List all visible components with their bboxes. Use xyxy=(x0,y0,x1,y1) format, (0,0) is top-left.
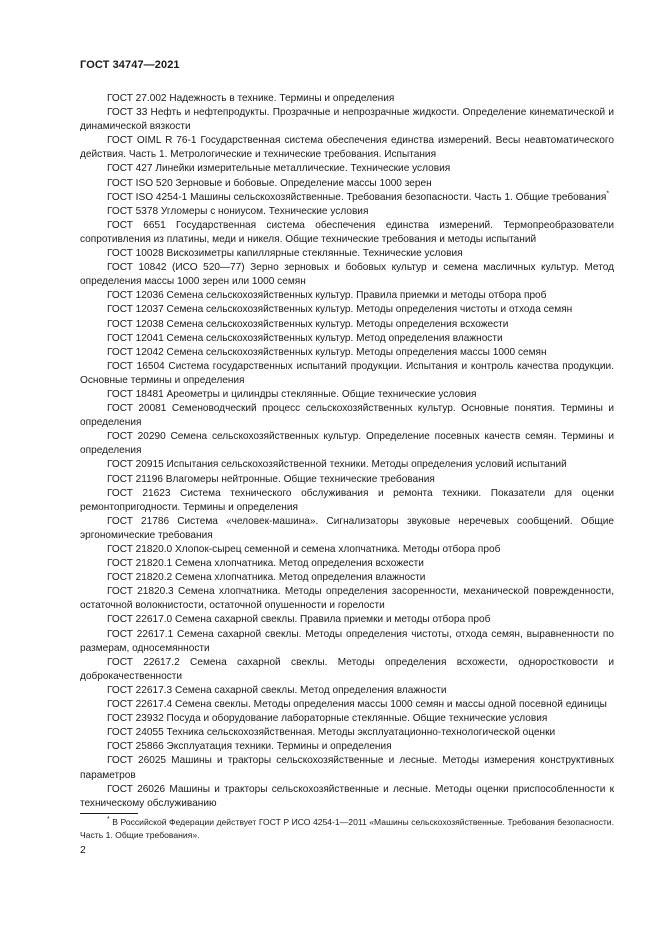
reference-entry: ГОСТ 427 Линейки измерительные металлические. Технические условия xyxy=(107,163,451,175)
document-header: ГОСТ 34747—2021 xyxy=(80,59,180,71)
reference-entry: ГОСТ 21623 Система технического обслуживания и ремонта техники. Показатели для оценки ремонтопригодности. Термины и определения xyxy=(80,487,614,513)
reference-entry: ГОСТ 25866 Эксплуатация техники. Термины и определения xyxy=(107,741,392,753)
reference-entry: ГОСТ 26026 Машины и тракторы сельскохозяйственные и лесные. Методы оценки приспособленности к техническому обслуживанию xyxy=(80,783,614,809)
reference-entry: ГОСТ 20290 Семена сельскохозяйственных культур. Определение посевных качеств семян. Термины и определения xyxy=(80,431,614,457)
reference-entry: ГОСТ 12038 Семена сельскохозяйственных культур. Методы определения всхожести xyxy=(107,318,509,330)
reference-entry: ГОСТ 5378 Угломеры с нониусом. Технические условия xyxy=(107,205,369,217)
reference-entry: ГОСТ 12037 Семена сельскохозяйственных культур. Методы определения чистоты и отхода семян xyxy=(107,304,573,316)
reference-entry: ГОСТ 10842 (ИСО 520—77) Зерно зерновых и бобовых культур и семена масличных культур. Метод определения массы 1000 зерен или 1000 семян xyxy=(80,262,614,288)
reference-entry: ГОСТ 24055 Техника сельскохозяйственная. Методы эксплуатационно-технологической оценки xyxy=(107,727,556,739)
reference-entry: ГОСТ 21820.2 Семена хлопчатника. Метод определения влажности xyxy=(107,572,426,584)
reference-entry: ГОСТ 23932 Посуда и оборудование лабораторные стеклянные. Общие технические условия xyxy=(107,713,548,725)
reference-entry: ГОСТ 16504 Система государственных испытаний продукции. Испытания и контроль качества продукции. Основные термины и определения xyxy=(80,360,614,386)
reference-entry: ГОСТ 22617.1 Семена сахарной свеклы. Методы определения чистоты, отхода семян, выравненности по размерам, односемянности xyxy=(80,628,614,654)
footnote-text: В Российской Федерации действует ГОСТ Р ИСО 4254-1—2011 «Машины сельскохозяйственные. Требования безопасности. Часть 1. Общие требования». xyxy=(80,817,614,840)
reference-entry: ГОСТ 12036 Семена сельскохозяйственных культур. Правила приемки и методы отбора проб xyxy=(107,290,547,302)
reference-entry: ГОСТ 27.002 Надежность в технике. Термины и определения xyxy=(107,93,395,104)
page-number: 2 xyxy=(80,844,86,856)
reference-entry: ГОСТ 33 Нефть и нефтепродукты. Прозрачные и непрозрачные жидкости. Определение кинематической и динамической вязкости xyxy=(80,107,614,133)
reference-entry: ГОСТ 26025 Машины и тракторы сельскохозяйственные и лесные. Методы измерения конструктивных параметров xyxy=(80,755,614,781)
normative-references-list xyxy=(80,92,614,811)
reference-entry: ГОСТ 20081 Семеноводческий процесс сельскохозяйственных культур. Основные понятия. Термины и определения xyxy=(80,403,614,429)
footnote-marker: * xyxy=(107,816,110,824)
reference-entry: ГОСТ 18481 Ареометры и цилиндры стеклянные. Общие технические условия xyxy=(107,388,477,400)
footnote-marker: * xyxy=(606,190,610,198)
reference-entry: ГОСТ 21820.1 Семена хлопчатника. Метод определения всхожести xyxy=(107,558,424,570)
reference-entry: ГОСТ 21786 Система «человек-машина». Сигнализаторы звуковые неречевых сообщений. Общие эргономические требования xyxy=(80,515,614,541)
reference-entry: ГОСТ OIML R 76-1 Государственная система обеспечения единства измерений. Весы неавтоматического действия. Часть 1. Метрологические и технические требования. Испытания xyxy=(80,135,614,161)
reference-entry: ГОСТ 22617.2 Семена сахарной свеклы. Методы определения всхожести, одноростковости и доброкачественности xyxy=(80,656,614,682)
reference-entry: ГОСТ ISO 4254-1 Машины сельскохозяйственные. Требования безопасности. Часть 1. Общие требования* xyxy=(107,190,610,203)
reference-entry: ГОСТ 22617.4 Семена свеклы. Методы определения массы 1000 семян и массы одной посевной единицы xyxy=(107,699,607,711)
reference-entry: ГОСТ 10028 Вискозиметры капиллярные стеклянные. Технические условия xyxy=(107,248,463,260)
reference-entry: ГОСТ 21820.0 Хлопок-сырец семенной и семена хлопчатника. Методы отбора проб xyxy=(107,544,501,555)
reference-entry: ГОСТ 12042 Семена сельскохозяйственных культур. Методы определения массы 1000 семян xyxy=(107,346,547,358)
reference-entry: ГОСТ ISO 520 Зерновые и бобовые. Определение массы 1000 зерен xyxy=(107,177,432,189)
reference-entry: ГОСТ 20915 Испытания сельскохозяйственной техники. Методы определения условий испытаний xyxy=(107,459,567,471)
reference-entry: ГОСТ 12041 Семена сельскохозяйственных культур. Метод определения влажности xyxy=(107,332,503,344)
reference-entry: ГОСТ 21820.3 Семена хлопчатника. Методы определения засоренности, механической поврежденности, остаточной волокнистости, остаточной опушенности и горелости xyxy=(80,586,614,612)
reference-entry: ГОСТ 22617.0 Семена сахарной свеклы. Правила приемки и методы отбора проб xyxy=(107,614,491,626)
reference-entry: ГОСТ 21196 Влагомеры нейтронные. Общие технические требования xyxy=(107,473,435,485)
footnote-divider xyxy=(80,813,138,814)
reference-entry: ГОСТ 6651 Государственная система обеспечения единства измерений. Термопреобразователи сопротивления из платины, меди и никеля. Общие технические требования и методы испытаний xyxy=(80,219,614,245)
reference-entry: ГОСТ 22617.3 Семена сахарной свеклы. Метод определения влажности xyxy=(107,684,447,696)
footnote xyxy=(80,816,614,841)
